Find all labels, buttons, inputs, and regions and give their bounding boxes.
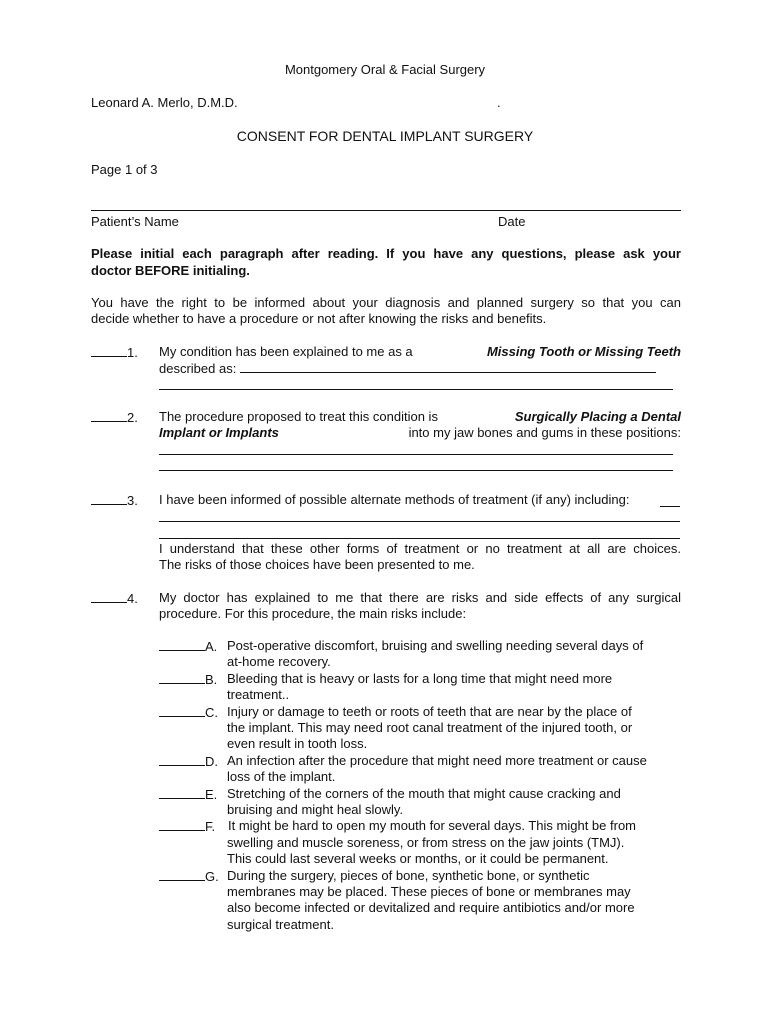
practice-name: Montgomery Oral & Facial Surgery bbox=[284, 62, 486, 77]
risk-c-initial-blank[interactable] bbox=[159, 704, 205, 717]
risk-a-line-2: at-home recovery. bbox=[227, 654, 331, 670]
risk-g-line-1: During the surgery, pieces of bone, synthetic bone, or synthetic bbox=[227, 867, 590, 883]
item-4-line-1: My doctor has explained to me that there are risks and side effects of any surgical bbox=[159, 590, 681, 605]
intro-line-1: You have the right to be informed about your diagnosis and planned surgery so that you can bbox=[91, 295, 681, 310]
risk-c-letter: C. bbox=[205, 704, 218, 720]
risk-d-label bbox=[159, 753, 218, 770]
item-3-inline-blank[interactable] bbox=[660, 506, 680, 507]
risk-a-letter: A. bbox=[205, 639, 218, 654]
item-2-initial-blank[interactable] bbox=[91, 409, 127, 422]
risk-d-initial-blank[interactable] bbox=[159, 753, 205, 766]
risk-c-label bbox=[159, 704, 218, 721]
item-3-line-3: The risks of those choices have been presented to me. bbox=[159, 557, 475, 572]
risk-g-line-4: surgical treatment. bbox=[227, 916, 334, 932]
item-3-line-1: I have been informed of possible alternate methods of treatment (if any) including: bbox=[159, 492, 630, 507]
item-3-line-2: I understand that these other forms of treatment or no treatment at all are choices. bbox=[159, 541, 681, 556]
item-1-number: 1. bbox=[91, 344, 138, 361]
risk-d-letter: D. bbox=[205, 753, 218, 769]
item-2-blank-line-1[interactable] bbox=[159, 454, 673, 455]
risk-f-initial-blank[interactable] bbox=[159, 818, 205, 831]
instructions-line-1: Please initial each paragraph after reading. If you have any questions, please ask your bbox=[91, 246, 681, 261]
item-3-blank-line-1[interactable] bbox=[159, 521, 680, 522]
risk-b-label bbox=[159, 671, 217, 688]
signature-line[interactable] bbox=[91, 210, 681, 211]
item-3-number: 3. bbox=[91, 492, 138, 509]
risk-d-line-1: An infection after the procedure that might need more treatment or cause bbox=[227, 752, 647, 768]
item-1-line-1: My condition has been explained to me as a Missing Tooth or Missing Teeth bbox=[159, 344, 681, 359]
document-title: CONSENT FOR DENTAL IMPLANT SURGERY bbox=[236, 128, 534, 144]
date-label: Date bbox=[498, 214, 526, 229]
risk-e-label bbox=[159, 786, 217, 803]
item-3-initial-blank[interactable] bbox=[91, 492, 127, 505]
risk-g-line-2: membranes may be placed. These pieces of bone or membranes may bbox=[227, 884, 631, 899]
doctor-name: Leonard A. Merlo, D.M.D. bbox=[91, 95, 238, 110]
risk-e-line-1: Stretching of the corners of the mouth that might cause cracking and bbox=[227, 785, 621, 801]
item-1-line-2: described as: bbox=[159, 360, 656, 377]
instructions-line-2: doctor BEFORE initialing. bbox=[91, 263, 250, 278]
intro-line-2: decide whether to have a procedure or not after knowing the risks and benefits. bbox=[91, 311, 547, 326]
item-2-line-2: Implant or Implants into my jaw bones and gums in these positions: bbox=[159, 425, 681, 440]
item-4-initial-blank[interactable] bbox=[91, 590, 127, 603]
risk-b-line-1: Bleeding that is heavy or lasts for a long time that might need more bbox=[227, 670, 613, 686]
risk-d-line-2: loss of the implant. bbox=[227, 769, 336, 785]
risk-b-line-2: treatment.. bbox=[227, 687, 290, 703]
risk-f-letter: F. bbox=[205, 819, 216, 835]
risk-b-letter: B. bbox=[205, 671, 218, 687]
item-1-initial-blank[interactable] bbox=[91, 344, 127, 357]
risk-a-initial-blank[interactable] bbox=[159, 638, 205, 651]
risk-g-line-3: also become infected or devitalized and require antibiotics and/or more bbox=[227, 900, 635, 916]
risk-a-label bbox=[159, 638, 217, 655]
item-2-number: 2. bbox=[91, 409, 138, 426]
doctor-dot: . bbox=[497, 95, 501, 110]
risk-e-letter: E. bbox=[205, 786, 218, 802]
item-4-number: 4. bbox=[91, 590, 138, 607]
risk-c-line-1: Injury or damage to teeth or roots of teeth that are near by the place of bbox=[227, 703, 632, 719]
item-1-blank-line[interactable] bbox=[159, 389, 673, 390]
item-1-description-field[interactable] bbox=[240, 360, 656, 373]
risk-g-initial-blank[interactable] bbox=[159, 868, 205, 881]
risk-f-line-1: It might be hard to open my mouth for several days. This might be from bbox=[228, 818, 637, 834]
risk-f-line-3: This could last several weeks or months, or it could be permanent. bbox=[227, 851, 609, 867]
risk-g-label bbox=[159, 868, 219, 885]
risk-e-initial-blank[interactable] bbox=[159, 786, 205, 799]
item-2-line-1: The procedure proposed to treat this condition is Surgically Placing a Dental bbox=[159, 409, 681, 424]
item-3-blank-line-2[interactable] bbox=[159, 538, 680, 539]
risk-c-line-3: even result in tooth loss. bbox=[227, 736, 368, 752]
risk-f-line-2: swelling and muscle soreness, or from stress on the jaw joints (TMJ). bbox=[227, 834, 625, 850]
risk-c-line-2: the implant. This may need root canal treatment of the injured tooth, or bbox=[227, 720, 633, 735]
risk-a-line-1: Post-operative discomfort, bruising and swelling needing several days of bbox=[227, 638, 644, 653]
risk-e-line-2: bruising and might heal slowly. bbox=[227, 802, 404, 817]
risk-b-initial-blank[interactable] bbox=[159, 671, 205, 684]
risk-g-letter: G. bbox=[205, 868, 219, 884]
risk-f-label bbox=[159, 818, 215, 835]
item-4-line-2: procedure. For this procedure, the main risks include: bbox=[159, 606, 467, 621]
item-2-blank-line-2[interactable] bbox=[159, 470, 673, 471]
patient-name-label: Patient’s Name bbox=[91, 214, 179, 229]
page-number: Page 1 of 3 bbox=[91, 162, 158, 177]
